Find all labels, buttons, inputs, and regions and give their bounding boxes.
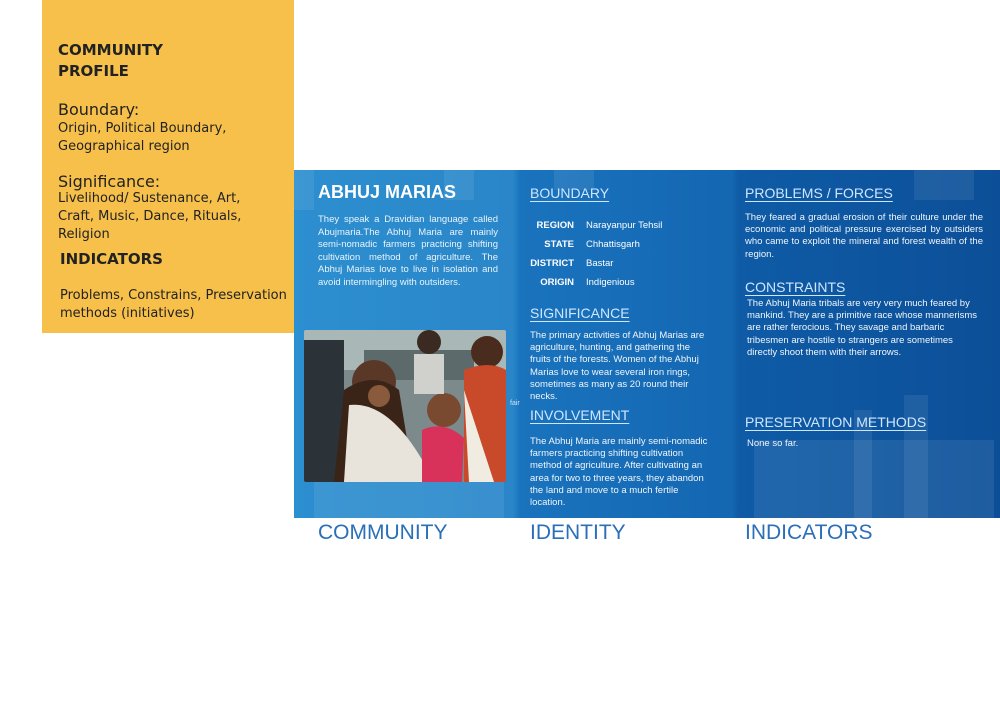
boundary-heading: Boundary:	[58, 100, 140, 119]
footer-community-label: COMMUNITY	[318, 521, 448, 544]
decor-city-silhouette	[754, 440, 994, 518]
significance-text-block: The primary activities of Abhuj Marias are agriculture, hunting, and gathering the fruits of the forests. Women of the Abhuj Marias love to wear several iron rings, sometimes as many as 20 round their necks.	[530, 330, 705, 403]
decor-shape	[314, 482, 504, 518]
community-description: They speak a Dravidian language called Abujmaria.The Abhuj Maria are mainly semi-nomadic farmers practicing shifting cultivation method of agriculture. The Abhuj Marias love to live in isolation and avoid intermingling with outsiders.	[318, 214, 498, 288]
footer-identity-label: IDENTITY	[530, 521, 626, 544]
indicators-text: Problems, Constrains, Preservation methods (initiatives)	[60, 288, 287, 321]
significance-text: Livelihood/ Sustenance, Art, Craft, Music, Dance, Rituals, Religion	[58, 191, 242, 242]
constraints-section-heading: CONSTRAINTS	[745, 279, 846, 295]
indicators-heading: INDICATORS	[60, 250, 163, 268]
sidebar-title: COMMUNITY PROFILE	[58, 41, 164, 80]
community-profile-sidebar	[42, 0, 294, 333]
involvement-text-block: The Abhuj Maria are mainly semi-nomadic farmers practicing shifting cultivation method of agriculture. After cultivating an area for two to three years, they abandon the land and move to a much fertile location.	[530, 436, 708, 509]
problems-text-block: They feared a gradual erosion of their culture under the economic and political pressure exercised by outsiders who came to exploit the mineral and forest wealth of the region.	[745, 212, 983, 260]
constraints-text-block: The Abhuj Maria tribals are very very much feared by mankind. They are a primitive race whose mannerisms are rather ferocious. They savage and barbaric tribesmen are hostile to strangers are sometimes directly shoot them with their arrows.	[747, 298, 978, 358]
boundary-table	[530, 216, 662, 292]
involvement-section-heading: INVOLVEMENT	[530, 407, 630, 423]
community-title: ABHUJ MARIAS	[318, 182, 457, 202]
preservation-text-block: None so far.	[747, 438, 799, 449]
footer-indicators-label: INDICATORS	[745, 521, 873, 544]
profile-panel	[294, 170, 1000, 518]
boundary-row: REGION Narayanpur Tehsil	[536, 220, 663, 231]
photo-illustration	[304, 330, 506, 482]
boundary-text: Origin, Political Boundary, Geographical region	[58, 121, 227, 154]
boundary-section-heading: BOUNDARY	[530, 185, 610, 201]
boundary-row: STATE Chhattisgarh	[544, 239, 640, 250]
boundary-row: DISTRICT Bastar	[530, 258, 614, 269]
decor-shape	[294, 170, 314, 210]
photo-caption: fair	[510, 400, 520, 407]
preservation-section-heading: PRESERVATION METHODS	[745, 414, 927, 430]
problems-section-heading: PROBLEMS / FORCES	[745, 185, 893, 201]
boundary-row: ORIGIN Indigenious	[540, 277, 635, 288]
significance-section-heading: SIGNIFICANCE	[530, 305, 630, 321]
community-photo	[304, 330, 506, 482]
decor-shape	[914, 170, 974, 200]
significance-heading: Significance:	[58, 172, 161, 191]
